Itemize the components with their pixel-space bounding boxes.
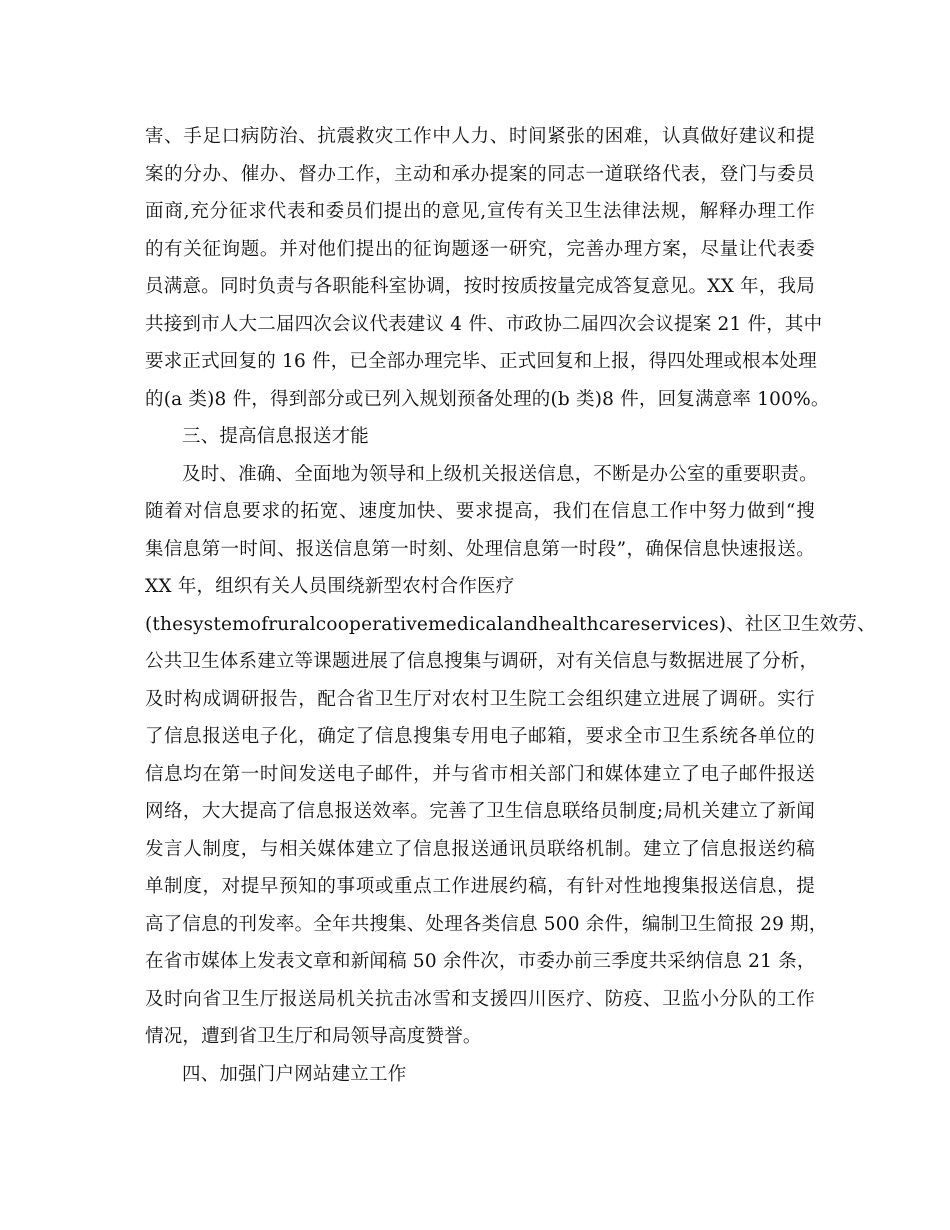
text-line: 及时向省卫生厅报送局机关抗击冰雪和支援四川医疗、防疫、卫监小分队的工作 [145,988,815,1010]
text-line: 共接到市人大二届四次会议代表建议 4 件、市政协二届四次会议提案 21 件，其中 [145,313,823,335]
section-heading: 四、加强门户网站建立工作 [182,1063,407,1085]
text-line: 了信息报送电子化，确定了信息搜集专用电子邮箱，要求全市卫生系统各单位的 [145,726,815,747]
text-line: 要求正式回复的 16 件，已全部办理完毕、正式回复和上报，得四处理或根本处理 [145,351,817,372]
text-line: 随着对信息要求的拓宽、速度加快、要求提高，我们在信息工作中努力做到“搜 [145,501,815,522]
text-line: 及时构成调研报告，配合省卫生厅对农村卫生院工会组织建立进展了调研。实行 [145,688,815,710]
text-line: 案的分办、催办、督办工作，主动和承办提案的同志一道联络代表，登门与委员 [145,163,815,185]
text-line: 及时、准确、全面地为领导和上级机关报送信息，不断是办公室的重要职责。 [182,463,818,485]
text-line: 网络，大大提高了信息报送效率。完善了卫生信息联络员制度;局机关建立了新闻 [145,801,815,822]
document-body [145,118,876,1093]
text-line: 的(a 类)8 件，得到部分或已列入规划预备处理的(b 类)8 件，回复满意率 100%。 [145,388,830,410]
text-line: 集信息第一时间、报送信息第一时刻、处理信息第一时段”，确保信息快速报送。 [145,538,815,560]
text-line: (thesystemofruralcooperativemedicalandhealthcareservices)、社区卫生效劳、 [145,613,876,635]
text-line: 害、手足口病防治、抗震救灾工作中人力、时间紧张的困难，认真做好建议和提 [145,126,815,147]
section-heading: 三、提高信息报送才能 [182,426,370,447]
text-line: 高了信息的刊发率。全年共搜集、处理各类信息 500 余件，编制卫生简报 29 期， [145,913,828,935]
text-line: 情况，遭到省卫生厅和局领导高度赞誉。 [145,1026,482,1047]
text-line: 的有关征询题。并对他们提出的征询题逐一研究，完善办理方案，尽量让代表委 [145,238,815,260]
text-line: 公共卫生体系建立等课题进展了信息搜集与调研，对有关信息与数据进展了分析， [145,651,819,672]
text-line: 员满意。同时负责与各职能科室协调，按时按质按量完成答复意见。XX 年，我局 [145,276,815,297]
text-line: XX 年，组织有关人员围绕新型农村合作医疗 [145,576,515,597]
text-line: 在省市媒体上发表文章和新闻稿 50 余件次，市委办前三季度共采纳信息 21 条， [145,951,816,972]
text-line: 信息均在第一时间发送电子邮件，并与省市相关部门和媒体建立了电子邮件报送 [145,763,815,785]
text-line: 面商,充分征求代表和委员们提出的意见,宣传有关卫生法律法规，解释办理工作 [145,201,815,222]
text-line: 发言人制度，与相关媒体建立了信息报送通讯员联络机制。建立了信息报送约稿 [145,838,815,860]
text-line: 单制度，对提早预知的事项或重点工作进展约稿，有针对性地搜集报送信息，提 [145,876,815,897]
